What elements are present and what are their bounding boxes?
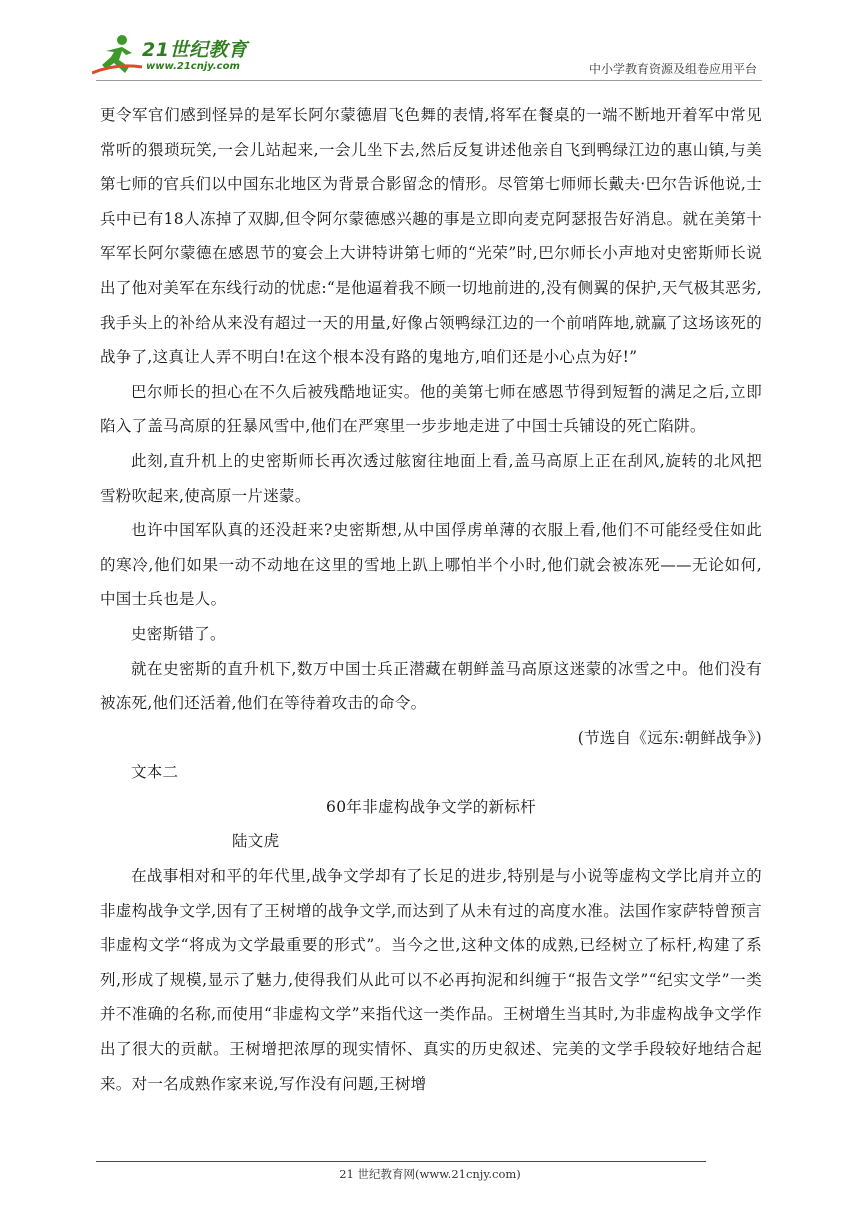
paragraph-2: 巴尔师长的担心在不久后被残酷地证实。他的美第七师在感恩节得到短暂的满足之后,立即陷入了盖马高原的狂暴风雪中,他们在严寒里一步步地走进了中国士兵铺设的死亡陷阱。: [100, 382, 762, 436]
logo-url: www.21cnjy.com: [146, 61, 240, 72]
page-header: [0, 0, 860, 85]
article-author: 陆文虎: [232, 832, 280, 851]
paragraph-6: 就在史密斯的直升机下,数万中国士兵正潜藏在朝鲜盖马高原这迷蒙的冰雪之中。他们没有被冻死,他们还活着,他们在等待着攻击的命令。: [100, 659, 762, 713]
source-citation: (节选自《远东:朝鲜战争》): [577, 728, 762, 747]
site-logo: [92, 33, 262, 79]
document-body: [100, 98, 762, 1101]
page-footer: 21 世纪教育网(www.21cnjy.com): [339, 1167, 521, 1181]
section-label: 文本二: [131, 763, 179, 782]
paragraph-7: 在战事相对和平的年代里,战争文学却有了长足的进步,特别是与小说等虚构文学比肩并立的非虚构战争文学,因有了王树增的战争文学,而达到了从未有过的高度水准。法国作家萨特曾预言非虚构文学“将成为文学最重要的形式”。当今之世,这种文体的成熟,已经树立了标杆,构建了系列,形成了规模,显示了魅力,使得我们从此可以不必再拘泥和纠缠于“报告文学”“纪实文学”一类并不准确的名称,而使用“非虚构文学”来指代这一类作品。王树增生当其时,为非虚构战争文学作出了很大的贡献。王树增把浓厚的现实情怀、真实的历史叙述、完美的文学手段较好地结合起来。对一名成熟作家来说,写作没有问题,王树增: [100, 867, 762, 1093]
paragraph-3: 此刻,直升机上的史密斯师长再次透过舷窗往地面上看,盖马高原上正在刮风,旋转的北风把雪粉吹起来,使高原一片迷蒙。: [100, 451, 762, 505]
paragraph-4: 也许中国军队真的还没赶来?史密斯想,从中国俘虏单薄的衣服上看,他们不可能经受住如此的寒冷,他们如果一动不动地在这里的雪地上趴上哪怕半个小时,他们就会被冻死——无论如何,中国士兵也是人。: [100, 521, 762, 609]
footer-divider: [96, 1161, 706, 1162]
paragraph-1: 更令军官们感到怪异的是军长阿尔蒙德眉飞色舞的表情,将军在餐桌的一端不断地开着军中常见常听的猥琐玩笑,一会儿站起来,一会儿坐下去,然后反复讲述他亲自飞到鸭绿江边的惠山镇,与美第七师的官兵们以中国东北地区为背景合影留念的情形。尽管第七师师长戴夫·巴尔告诉他说,士兵中已有18人冻掉了双脚,但令阿尔蒙德感兴趣的事是立即向麦克阿瑟报告好消息。就在美第十军军长阿尔蒙德在感恩节的宴会上大讲特讲第七师的“光荣”时,巴尔师长小声地对史密斯师长说出了他对美军在东线行动的忧虑:“是他逼着我不顾一切地前进的,没有侧翼的保护,天气极其恶劣,我手头上的补给从来没有超过一天的用量,好像占领鸭绿江边的一个前哨阵地,就赢了这场该死的战争了,这真让人弄不明白!在这个根本没有路的鬼地方,咱们还是小心点为好!”: [100, 106, 762, 367]
logo-wordmark: 21世纪教育: [142, 39, 248, 61]
header-divider: [96, 80, 762, 81]
running-figure-icon: [92, 33, 144, 77]
header-platform-label: 中小学教育资源及组卷应用平台: [588, 62, 757, 76]
article-title: 60年非虚构战争文学的新标杆: [326, 797, 536, 816]
paragraph-5: 史密斯错了。: [131, 624, 226, 643]
